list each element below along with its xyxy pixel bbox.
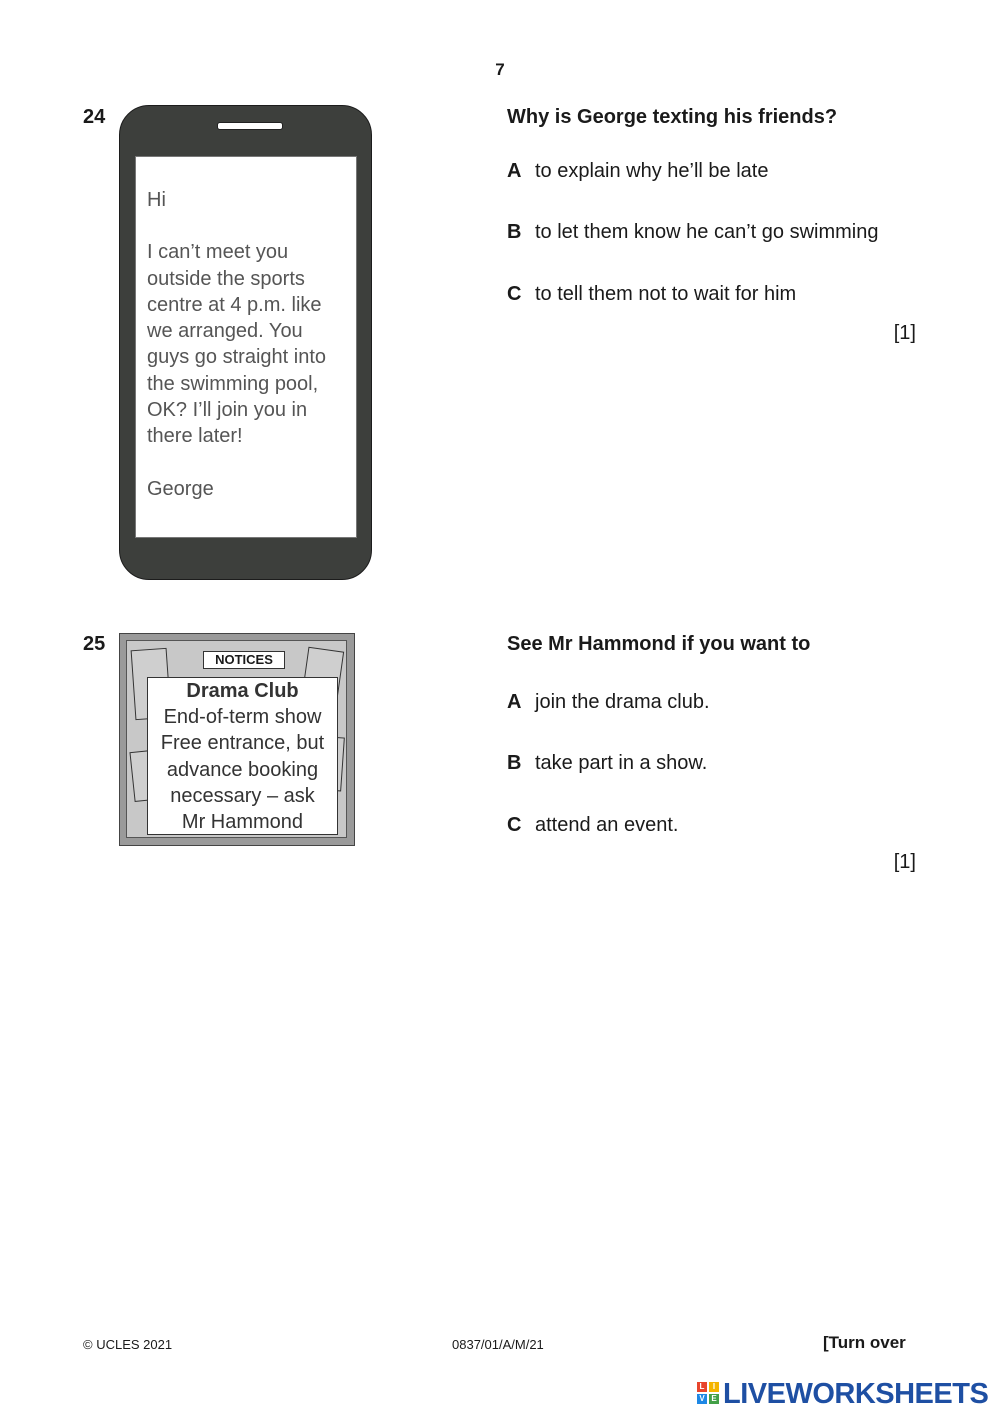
page-number: 7: [495, 60, 505, 79]
notice-line: Mr Hammond: [181, 811, 304, 834]
logo-mark-icon: [697, 1382, 721, 1406]
notice-line: End-of-term show: [163, 706, 322, 729]
option-text: take part in a show.: [535, 752, 708, 774]
option-letter: B: [507, 221, 522, 243]
option-letter: B: [507, 752, 522, 774]
turn-over-text: [Turn over: [823, 1333, 906, 1352]
question-25-option-a[interactable]: [507, 691, 710, 714]
phone-illustration: [119, 105, 372, 580]
message-line: centre at 4 p.m. like: [147, 293, 322, 316]
notice-line: necessary – ask: [170, 784, 315, 807]
question-24-text: Why is George texting his friends?: [507, 106, 838, 128]
option-text: to explain why he’ll be late: [535, 160, 769, 182]
option-text: join the drama club.: [535, 691, 710, 713]
question-24-option-a[interactable]: [507, 160, 768, 183]
message-greeting: Hi: [147, 189, 166, 211]
notice-board-inner: [126, 640, 347, 838]
message-signoff: George: [147, 477, 214, 500]
option-letter: A: [507, 691, 522, 713]
message-line: I can’t meet you: [147, 241, 289, 264]
notice-line: Free entrance, but: [160, 732, 325, 755]
question-24-option-c[interactable]: [507, 283, 796, 306]
footer-paper-code: 0837/01/A/M/21: [452, 1337, 544, 1352]
phone-screen: [135, 156, 357, 538]
option-text: to tell them not to wait for him: [535, 283, 797, 305]
footer-copyright: © UCLES 2021: [83, 1337, 173, 1352]
option-text: attend an event.: [535, 814, 679, 836]
question-24-mark: [1]: [893, 322, 916, 344]
option-text: to let them know he can’t go swimming: [535, 221, 879, 243]
message-line: guys go straight into: [147, 346, 326, 369]
question-24-option-b[interactable]: [507, 221, 879, 244]
notice-title: Drama Club: [186, 680, 299, 702]
question-25-number: 25: [83, 633, 106, 655]
logo-mark-letter: E: [709, 1394, 719, 1404]
question-25-option-b[interactable]: [507, 752, 707, 775]
option-letter: C: [507, 814, 522, 836]
logo-text: LIVEWORKSHEETS: [723, 1378, 989, 1410]
message-line: we arranged. You: [147, 320, 303, 343]
notice-card: [147, 677, 338, 835]
question-25-option-c[interactable]: [507, 814, 678, 837]
question-25-mark: [1]: [893, 851, 916, 873]
message-line: the swimming pool,: [147, 372, 319, 395]
logo-mark-letter: I: [709, 1382, 719, 1392]
question-24-number: 24: [83, 106, 106, 128]
logo-mark-letter: V: [697, 1394, 707, 1404]
phone-speaker: [217, 122, 283, 130]
notices-label: NOTICES: [203, 651, 285, 669]
message-line: OK? I’ll join you in: [147, 399, 308, 422]
logo-mark-letter: L: [697, 1382, 707, 1392]
message-line: outside the sports: [147, 267, 305, 290]
notice-board-illustration: [119, 633, 355, 846]
question-25-text: See Mr Hammond if you want to: [507, 633, 811, 655]
option-letter: C: [507, 283, 522, 305]
option-letter: A: [507, 160, 522, 182]
message-line: there later!: [147, 425, 243, 448]
notice-line: advance booking: [166, 758, 319, 781]
